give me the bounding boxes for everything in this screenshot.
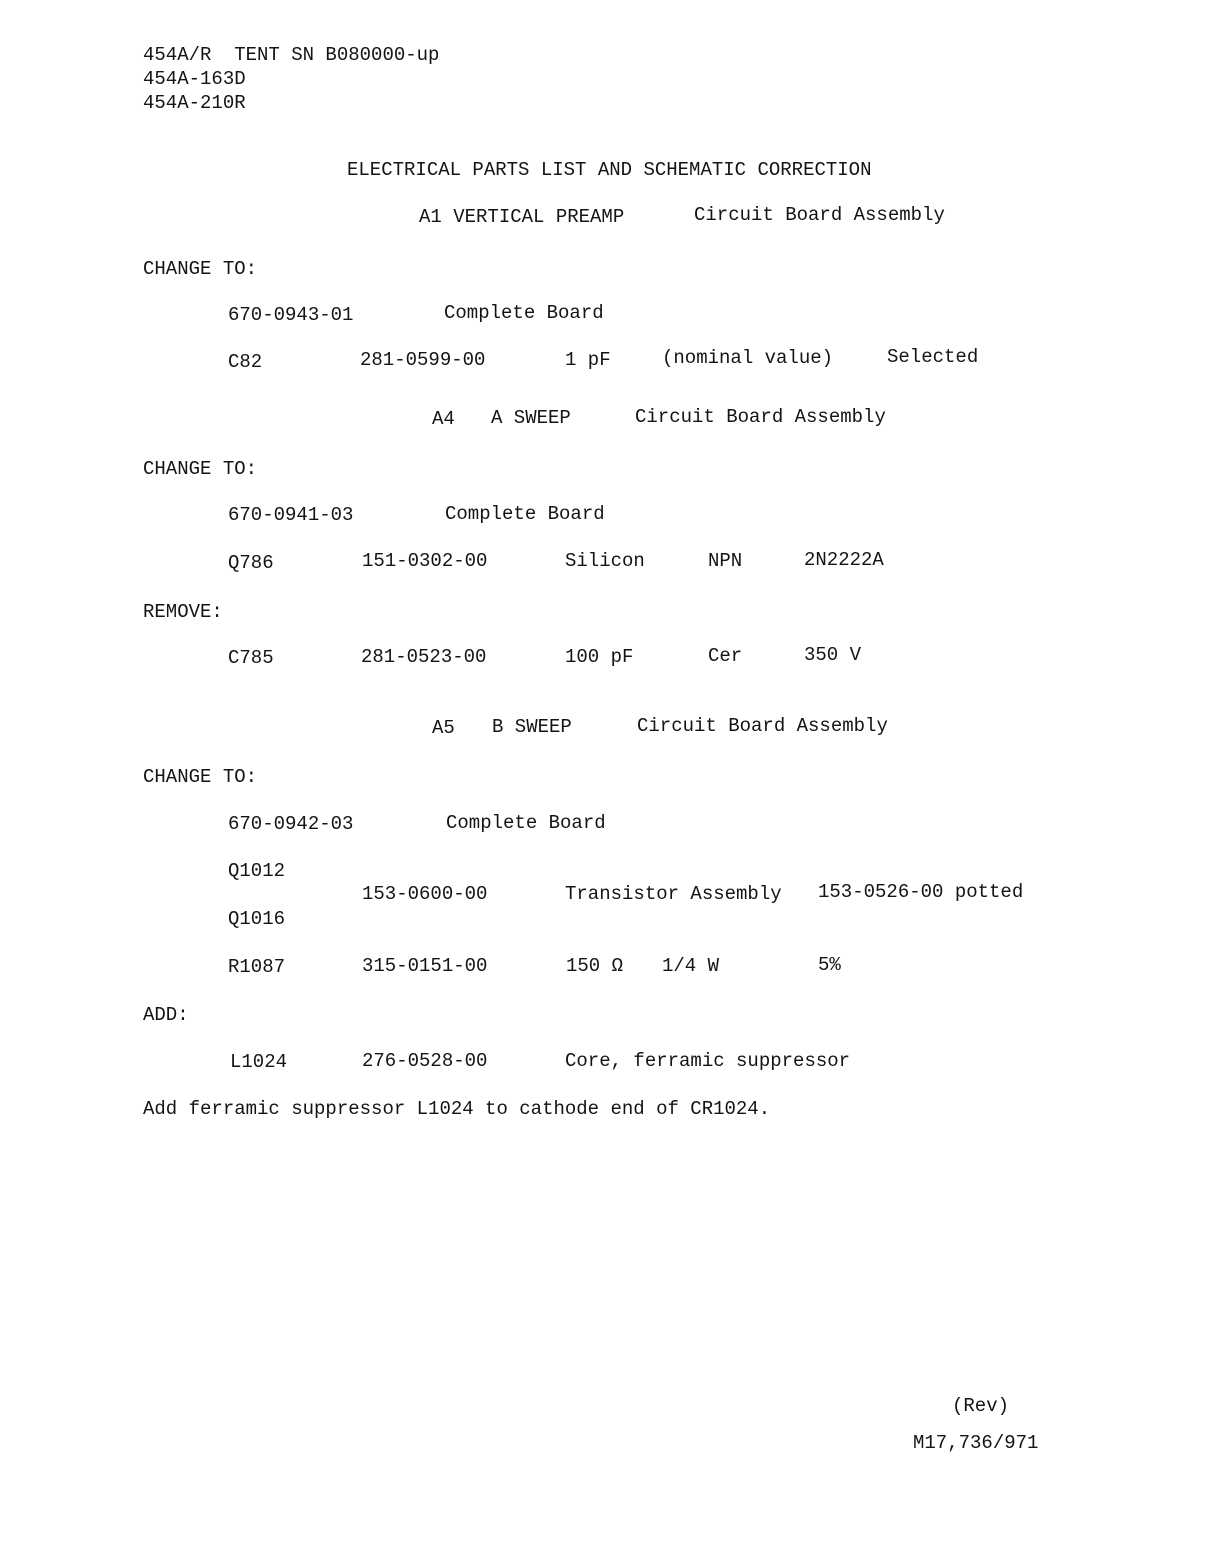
a1-c82-part: 281-0599-00 xyxy=(360,349,486,371)
a4-change-label: CHANGE TO: xyxy=(143,458,258,480)
a5-q1012-ref: Q1012 xyxy=(228,860,286,882)
footer-rev: (Rev) xyxy=(952,1395,1010,1417)
footer-code: M17,736/971 xyxy=(913,1432,1039,1454)
a5-r1087-part: 315-0151-00 xyxy=(362,955,488,977)
a4-assembly: Circuit Board Assembly xyxy=(635,406,886,428)
a1-board-desc: Complete Board xyxy=(444,302,604,324)
a4-q786-type: Silicon xyxy=(565,550,645,572)
a5-board-part: 670-0942-03 xyxy=(228,813,354,835)
a5-r1087-power: 1/4 W xyxy=(662,955,720,977)
header-line-1: 454A/R TENT SN B080000-up xyxy=(143,44,440,66)
a4-c785-part: 281-0523-00 xyxy=(361,646,487,668)
a1-c82-selected: Selected xyxy=(887,346,979,368)
a5-note: Add ferramic suppressor L1024 to cathode end of CR1024. xyxy=(143,1098,771,1120)
a1-c82-note: (nominal value) xyxy=(662,347,834,369)
a5-add-label: ADD: xyxy=(143,1004,189,1026)
document-title: ELECTRICAL PARTS LIST AND SCHEMATIC CORRECTION xyxy=(347,159,872,181)
a4-q786-ref: Q786 xyxy=(228,552,274,574)
header-line-2: 454A-163D xyxy=(143,68,246,90)
a4-q786-part: 151-0302-00 xyxy=(362,550,488,572)
a5-transistor-alt: 153-0526-00 potted xyxy=(818,881,1024,903)
a1-heading: A1 VERTICAL PREAMP xyxy=(419,206,625,228)
a1-change-label: CHANGE TO: xyxy=(143,258,258,280)
a5-board-desc: Complete Board xyxy=(446,812,606,834)
a5-l1024-part: 276-0528-00 xyxy=(362,1050,488,1072)
a5-l1024-ref: L1024 xyxy=(230,1051,288,1073)
a1-c82-value: 1 pF xyxy=(565,349,611,371)
header-line-3: 454A-210R xyxy=(143,92,246,114)
a1-assembly: Circuit Board Assembly xyxy=(694,204,945,226)
a4-remove-label: REMOVE: xyxy=(143,601,223,623)
a5-assembly: Circuit Board Assembly xyxy=(637,715,888,737)
a5-r1087-value: 150 Ω xyxy=(566,955,624,977)
a4-c785-value: 100 pF xyxy=(565,646,634,668)
a5-transistor-part: 153-0600-00 xyxy=(362,883,488,905)
a5-l1024-desc: Core, ferramic suppressor xyxy=(565,1050,851,1072)
a4-heading-name: A SWEEP xyxy=(491,407,571,429)
a4-c785-voltage: 350 V xyxy=(804,644,862,666)
a5-heading-id: A5 xyxy=(432,717,455,739)
a4-q786-model: 2N2222A xyxy=(804,549,884,571)
a5-r1087-tolerance: 5% xyxy=(818,954,841,976)
a4-q786-polarity: NPN xyxy=(708,550,743,572)
a4-board-part: 670-0941-03 xyxy=(228,504,354,526)
a5-heading-name: B SWEEP xyxy=(492,716,572,738)
a4-c785-dielectric: Cer xyxy=(708,645,743,667)
a1-board-part: 670-0943-01 xyxy=(228,304,354,326)
a5-q1016-ref: Q1016 xyxy=(228,908,286,930)
a1-c82-ref: C82 xyxy=(228,351,263,373)
a4-heading-id: A4 xyxy=(432,408,455,430)
a5-change-label: CHANGE TO: xyxy=(143,766,258,788)
a4-c785-ref: C785 xyxy=(228,647,274,669)
a4-board-desc: Complete Board xyxy=(445,503,605,525)
a5-transistor-desc: Transistor Assembly xyxy=(565,883,782,905)
a5-r1087-ref: R1087 xyxy=(228,956,286,978)
